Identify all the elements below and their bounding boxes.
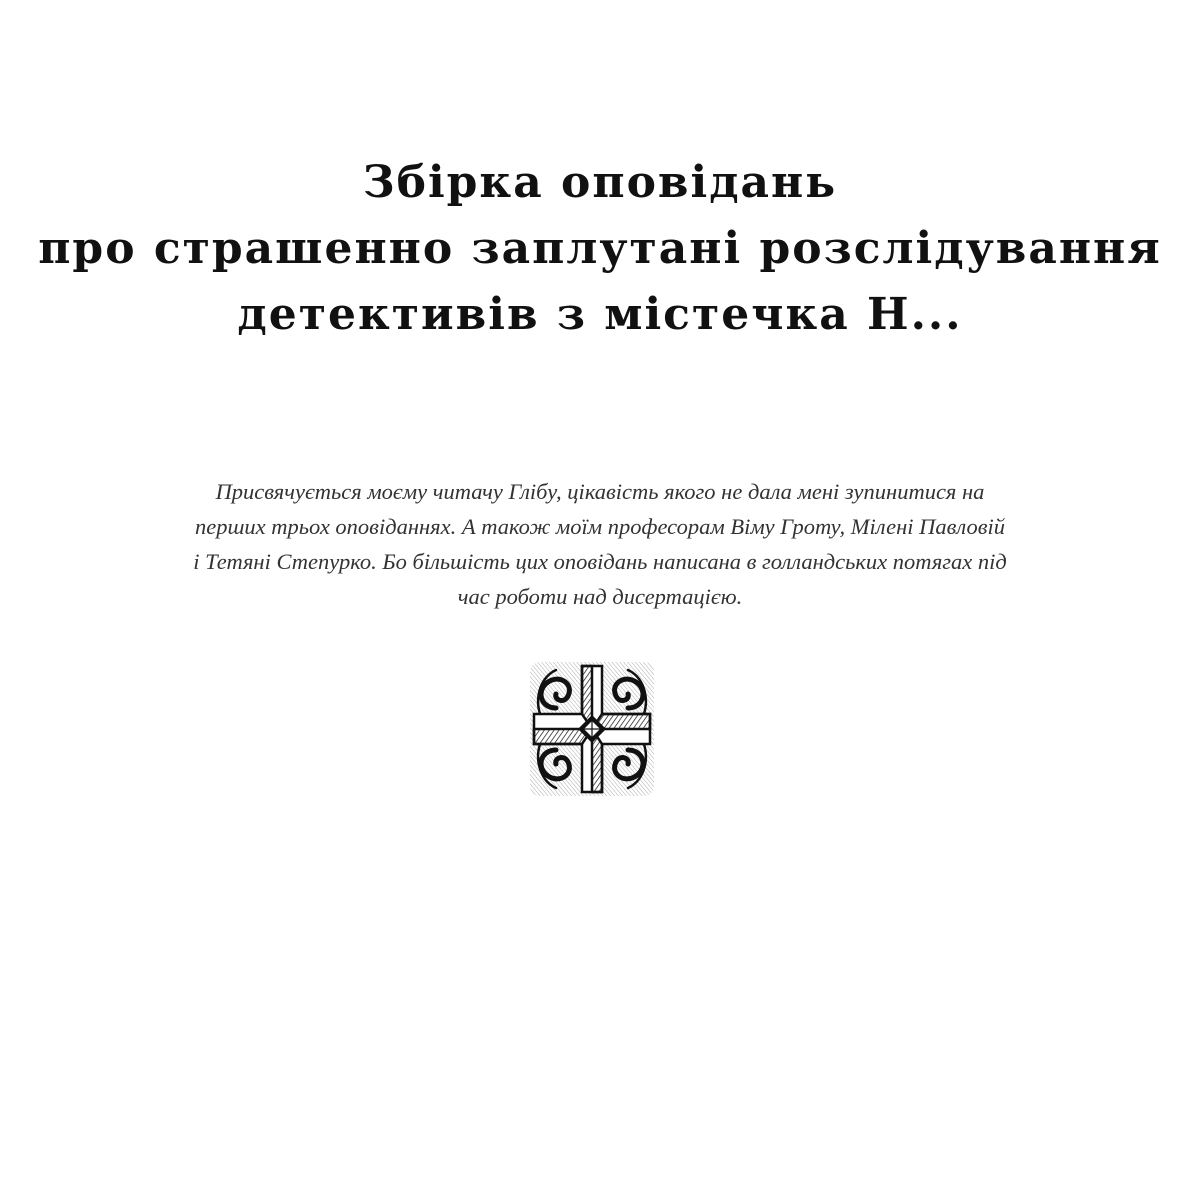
dedication-text [110,474,1090,614]
title-line-3: детективів з містечка Н... [237,289,963,340]
title-line-1: Збірка оповідань [362,157,838,208]
collection-title [0,150,1200,348]
ornamental-cross-icon [526,658,658,800]
dedication-line-1: Присвячується моєму читачу Глібу, цікавість якого не дала мені зупинитися на [215,479,985,504]
dedication-line-4: час роботи над дисертацією. [457,584,743,609]
title-line-2: про страшенно заплутані розслідування [38,223,1162,274]
dedication-line-2: перших трьох оповіданнях. А також моїм професорам Віму Гроту, Мілені Павловій [194,514,1006,539]
dedication-line-3: і Тетяні Степурко. Бо більшість цих оповідань написана в голландських потягах під [193,549,1007,574]
